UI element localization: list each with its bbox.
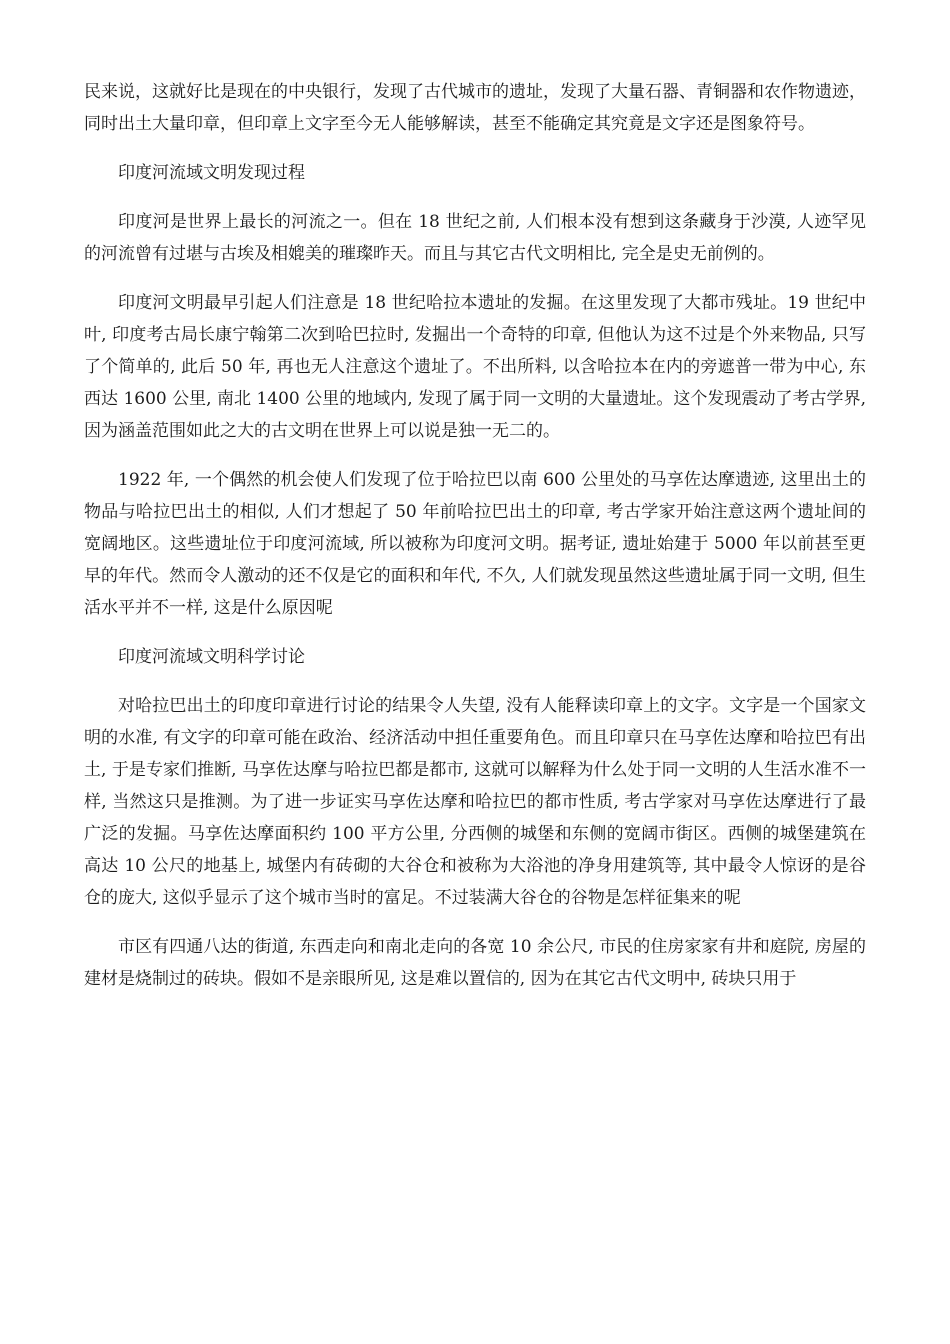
paragraph-city-streets: 市区有四通八达的街道, 东西走向和南北走向的各宽 10 余公尺, 市民的住房家家有井和庭院, 房屋的建材是烧制过的砖块。假如不是亲眼所见, 这是难以置信的, 因为在其它古代文明中, 砖块只用于: [84, 937, 866, 989]
section-heading-discussion: 印度河流域文明科学讨论: [118, 647, 305, 667]
paragraph-early-excavation: 印度河文明最早引起人们注意是 18 世纪哈拉本遗址的发掘。在这里发现了大都市残址。19 世纪中叶, 印度考古局长康宁翰第二次到哈巴拉时, 发掘出一个奇特的印章, 但他认为这不过是个外来物品, 只写了个简单的, 此后 50 年, 再也无人注意这个遗址了。不出所料, 以含哈拉本在内的旁遮普一带为中心, 东西达 1600 公里, 南北 1400 公里的地域内, 发现了属于同一文明的大量遗址。这个发现震动了考古学界, 因为涵盖范围如此之大的古文明在世界上可以说是独一无二的。: [84, 293, 866, 441]
section-heading-discovery: 印度河流域文明发现过程: [118, 163, 305, 183]
paragraph-intro-continued: 民来说，这就好比是现在的中央银行，发现了古代城市的遗址，发现了大量石器、青铜器和农作物遗迹，同时出土大量印章，但印章上文字至今无人能够解读，甚至不能确定其究竟是文字还是图象符号。: [84, 82, 866, 134]
document-page: [84, 76, 866, 1012]
paragraph-1922-discovery: 1922 年, 一个偶然的机会使人们发现了位于哈拉巴以南 600 公里处的马享佐达摩遗迹, 这里出土的物品与哈拉巴出土的相似, 人们才想起了 50 年前哈拉巴出土的印章, 考古学家开始注意这两个遗址间的宽阔地区。这些遗址位于印度河流域, 所以被称为印度河文明。据考证, 遗址始建于 5000 年以前甚至更早的年代。然而令人激动的还不仅是它的面积和年代, 不久, 人们就发现虽然这些遗址属于同一文明, 但生活水平并不一样, 这是什么原因呢: [84, 470, 866, 618]
paragraph-indus-river: 印度河是世界上最长的河流之一。但在 18 世纪之前, 人们根本没有想到这条藏身于沙漠, 人迹罕见的河流曾有过堪与古埃及相媲美的璀璨昨天。而且与其它古代文明相比, 完全是史无前例的。: [84, 212, 866, 264]
paragraph-seals-discussion: 对哈拉巴出土的印度印章进行讨论的结果令人失望, 没有人能释读印章上的文字。文字是一个国家文明的水准, 有文字的印章可能在政治、经济活动中担任重要角色。而且印章只在马享佐达摩和哈拉巴有出土, 于是专家们推断, 马享佐达摩与哈拉巴都是都市, 这就可以解释为什么处于同一文明的人生活水准不一样, 当然这只是推测。为了进一步证实马享佐达摩和哈拉巴的都市性质, 考古学家对马享佐达摩进行了最广泛的发掘。马享佐达摩面积约 100 平方公里, 分西侧的城堡和东侧的宽阔市街区。西侧的城堡建筑在高达 10 公尺的地基上, 城堡内有砖砌的大谷仓和被称为大浴池的净身用建筑等, 其中最令人惊讶的是谷仓的庞大, 这似乎显示了这个城市当时的富足。不过装满大谷仓的谷物是怎样征集来的呢: [84, 696, 866, 908]
